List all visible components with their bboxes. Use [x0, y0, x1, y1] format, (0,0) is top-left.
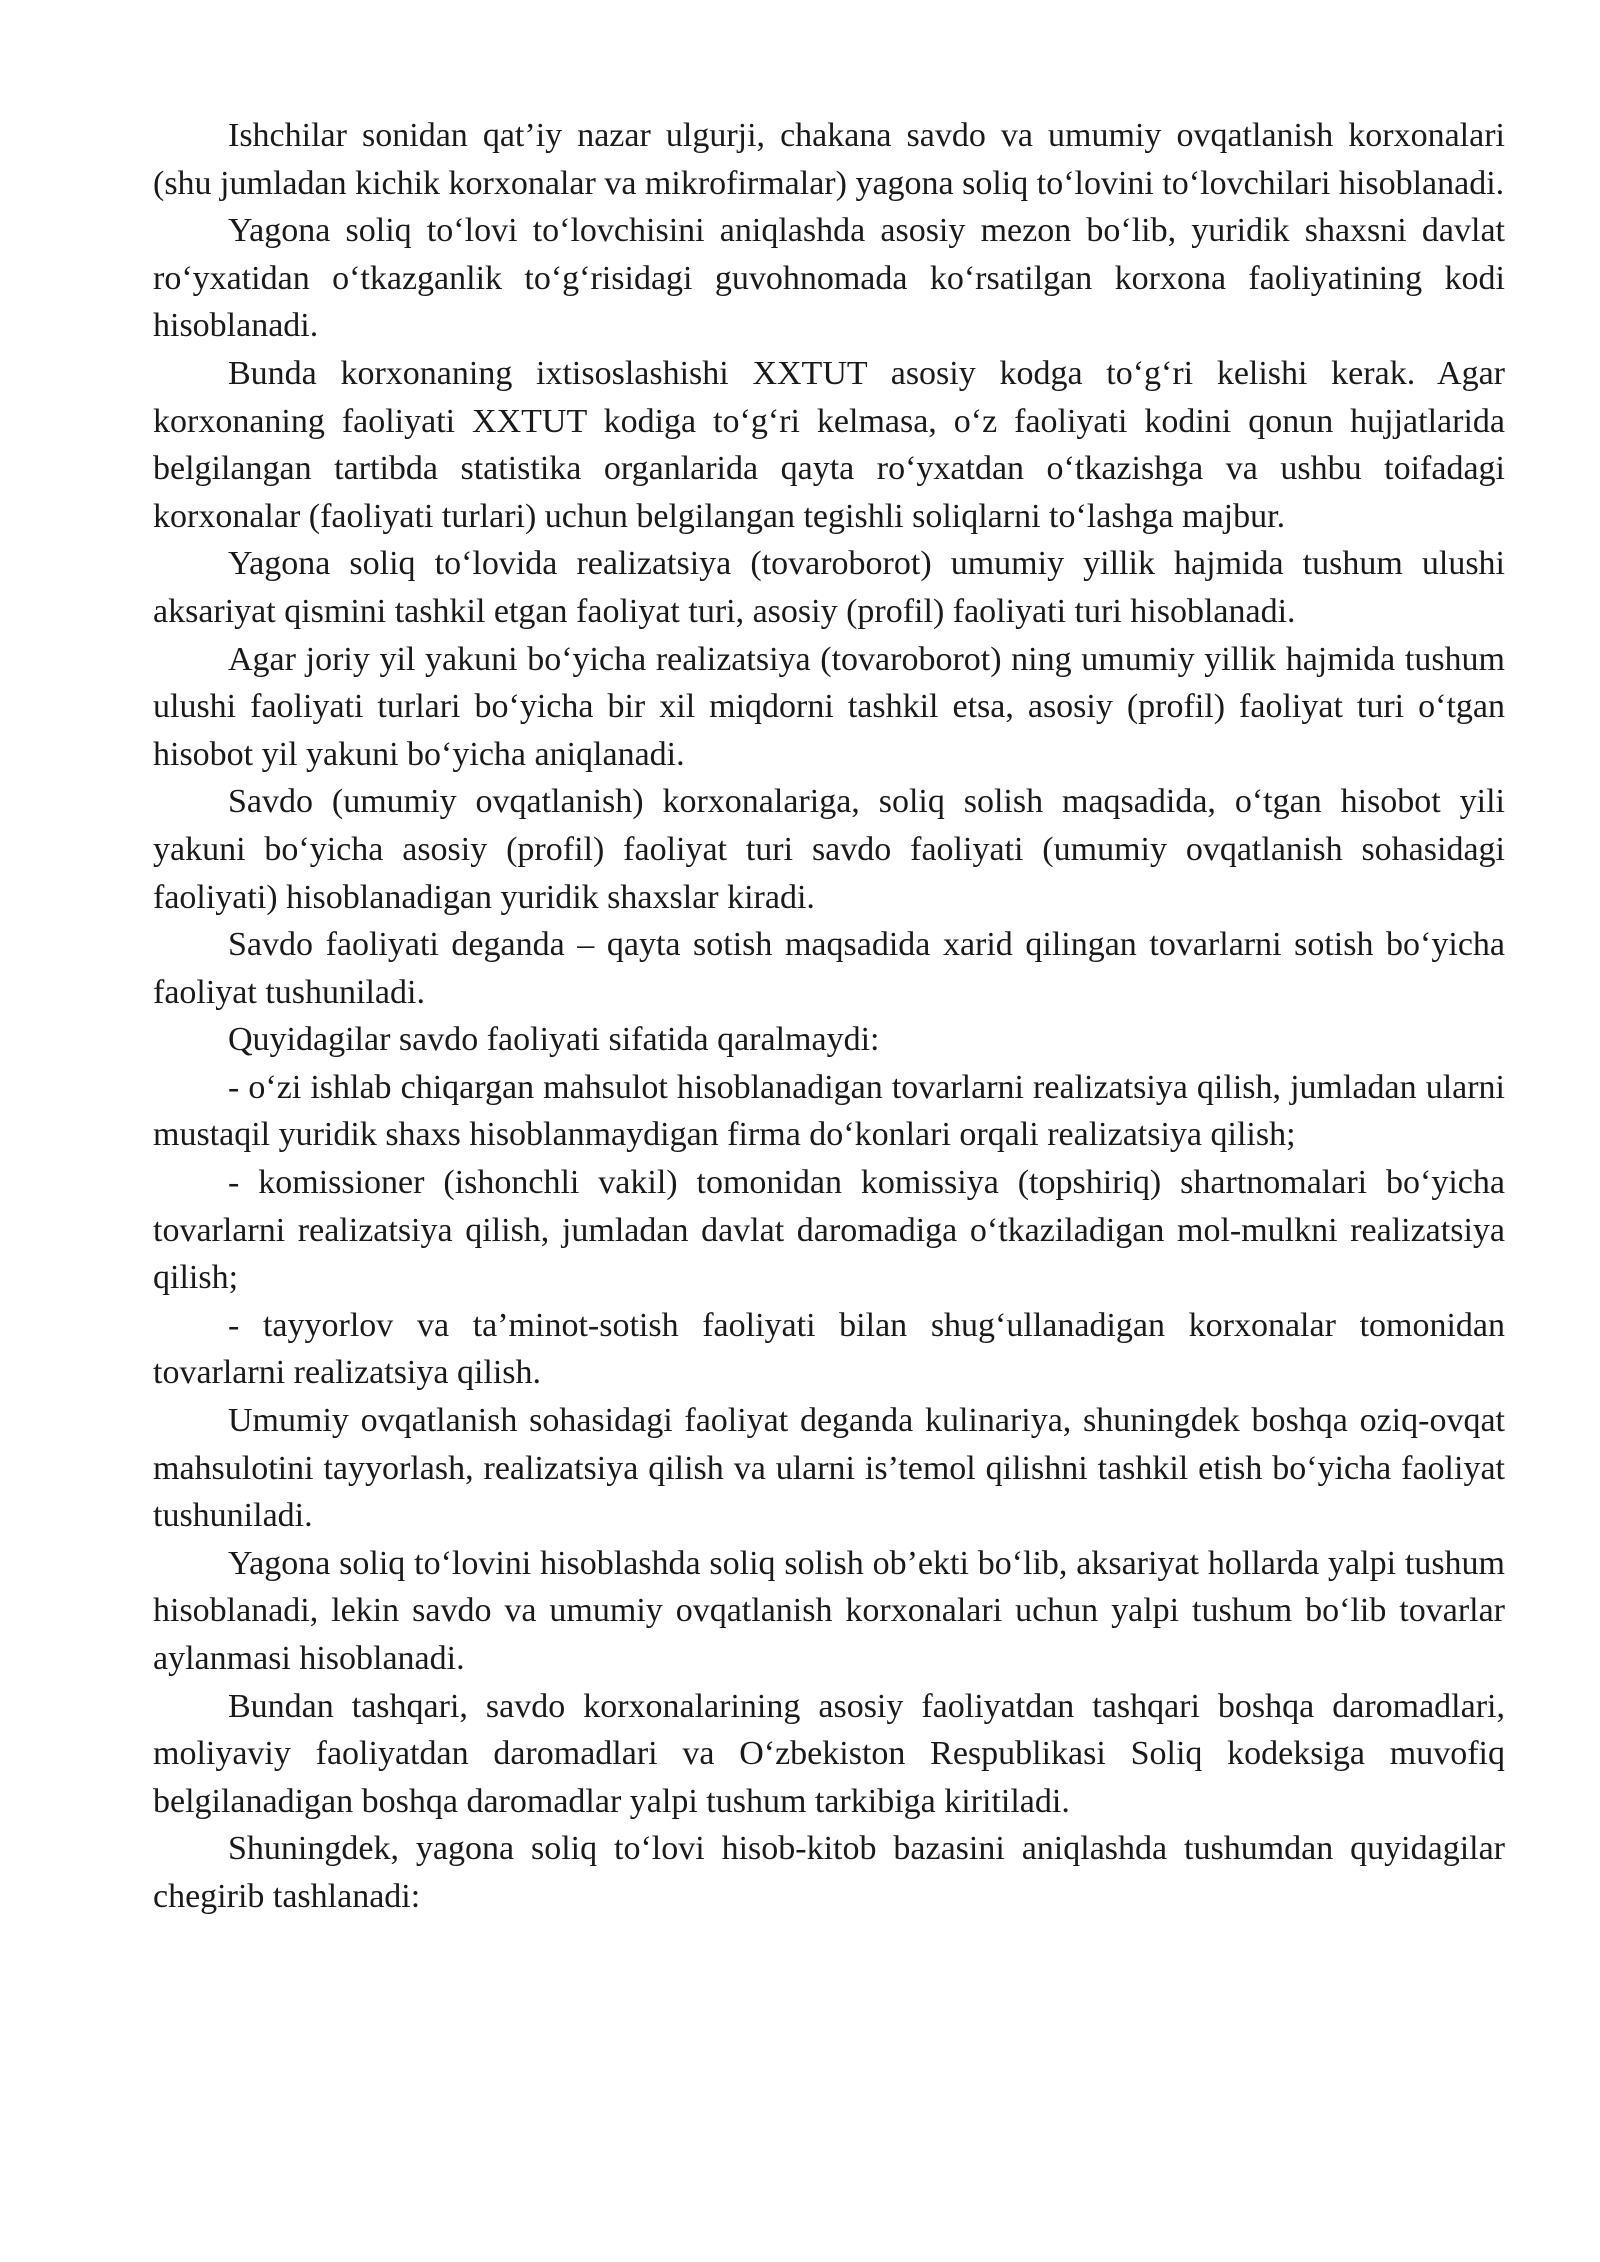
list-intro: Quyidagilar savdo faoliyati sifatida qaralmaydi: [228, 1021, 880, 1059]
paragraph-10: Bundan tashqari, savdo korxonalarining asosiy faoliyatdan tashqari boshqa daromadlari, moliyaviy faoliyatdan daromadlari va O‘zbekiston Respublikasi Soliq kodeksiga muvofiq belgilanadigan boshqa daromadlar yalpi tushum tarkibiga kiritiladi. [153, 1687, 1505, 1820]
document-page [153, 112, 1505, 1921]
paragraph-5: Agar joriy yil yakuni bo‘yicha realizatsiya (tovaroborot) ning umumiy yillik hajmida tushum ulushi faoliyati turlari bo‘yicha bir xil miqdorni tashkil etsa, asosiy (profil) faoliyat turi o‘tgan hisobot yil yakuni bo‘yicha aniqlanadi. [153, 640, 1505, 773]
paragraph-4: Yagona soliq to‘lovida realizatsiya (tovaroborot) umumiy yillik hajmida tushum ulushi aksariyat qismini tashkil etgan faoliyat turi, asosiy (profil) faoliyati turi hisoblanadi. [153, 545, 1505, 630]
paragraph-9: Yagona soliq to‘lovini hisoblashda soliq solish ob’ekti bo‘lib, aksariyat hollarda yalpi tushum hisoblanadi, lekin savdo va umumiy ovqatlanish korxonalari uchun yalpi tushum bo‘lib tovarlar aylanmasi hisoblanadi. [153, 1544, 1505, 1677]
list-item-3: - tayyorlov va ta’minot-sotish faoliyati bilan shug‘ullanadigan korxonalar tomonidan tovarlarni realizatsiya qilish. [153, 1306, 1505, 1392]
paragraph-1: Ishchilar sonidan qat’iy nazar ulgurji, chakana savdo va umumiy ovqatlanish korxonalari (shu jumladan kichik korxonalar va mikrofirmalar) yagona soliq to‘lovini to‘lovchilari hisoblanadi. [153, 117, 1505, 202]
paragraph-8: Umumiy ovqatlanish sohasidagi faoliyat deganda kulinariya, shuningdek boshqa oziq-ovqat mahsulotini tayyorlash, realizatsiya qilish va ularni is’temol qilishni tashkil etish bo‘yicha faoliyat tushuniladi. [153, 1402, 1505, 1535]
paragraph-3: Bunda korxonaning ixtisoslashishi XXTUT asosiy kodga to‘g‘ri kelishi kerak. Agar korxonaning faoliyati XXTUT kodiga to‘g‘ri kelmasa, o‘z faoliyati kodini qonun hujjatlarida belgilangan tartibda statistika organlarida qayta ro‘yxatdan o‘tkazishga va ushbu toifadagi korxonalar (faoliyati turlari) uchun belgilangan tegishli soliqlarni to‘lashga majbur. [153, 354, 1505, 535]
paragraph-2: Yagona soliq to‘lovi to‘lovchisini aniqlashda asosiy mezon bo‘lib, yuridik shaxsni davlat ro‘yxatidan o‘tkazganlik to‘g‘risidagi guvohnomada ko‘rsatilgan korxona faoliyatining kodi hisoblanadi. [153, 212, 1505, 345]
paragraph-6: Savdo (umumiy ovqatlanish) korxonalariga, soliq solish maqsadida, o‘tgan hisobot yili yakuni bo‘yicha asosiy (profil) faoliyat turi savdo faoliyati (umumiy ovqatlanish sohasidagi faoliyati) hisoblanadigan yuridik shaxslar kiradi. [153, 783, 1505, 916]
list-item-2: - komissioner (ishonchli vakil) tomonidan komissiya (topshiriq) shartnomalari bo‘yicha tovarlarni realizatsiya qilish, jumladan davlat daromadiga o‘tkaziladigan mol-mulkni realizatsiya qilish; [153, 1164, 1505, 1297]
paragraph-7: Savdo faoliyati deganda – qayta sotish maqsadida xarid qilingan tovarlarni sotish bo‘yicha faoliyat tushuniladi. [153, 926, 1505, 1011]
paragraph-11: Shuningdek, yagona soliq to‘lovi hisob-kitob bazasini aniqlashda tushumdan quyidagilar chegirib tashlanadi: [153, 1830, 1505, 1915]
list-item-1: - o‘zi ishlab chiqargan mahsulot hisoblanadigan tovarlarni realizatsiya qilish, jumladan ularni mustaqil yuridik shaxs hisoblanmaydigan firma do‘konlari orqali realizatsiya qilish; [153, 1068, 1505, 1154]
